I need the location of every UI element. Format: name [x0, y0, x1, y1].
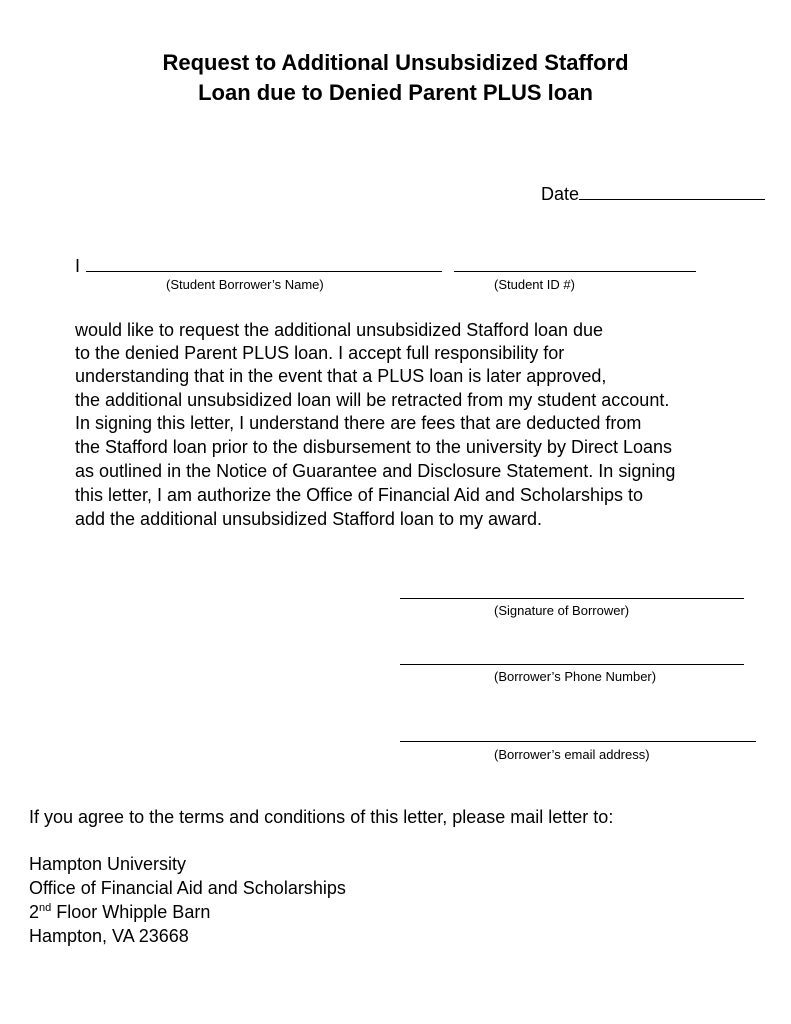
body-line-6: the Stafford loan prior to the disbursement to the university by Direct Loans — [75, 437, 672, 457]
phone-blank[interactable] — [400, 664, 744, 665]
address-line-1: Hampton University — [29, 854, 187, 874]
address-line-2: Office of Financial Aid and Scholarships — [29, 878, 346, 898]
date-field — [541, 182, 765, 206]
name-prefix: I — [75, 256, 81, 276]
body-line-5: In signing this letter, I understand there are fees that are deducted from — [75, 413, 642, 433]
date-blank[interactable] — [579, 182, 765, 200]
phone-caption: (Borrower’s Phone Number) — [494, 669, 657, 684]
body-line-3: understanding that in the event that a PLUS loan is later approved, — [75, 366, 607, 386]
floor-number: 2 — [29, 902, 40, 922]
email-caption: (Borrower’s email address) — [494, 747, 650, 762]
body-line-9: add the additional unsubsidized Stafford loan to my award. — [75, 509, 542, 529]
signature-blank[interactable] — [400, 598, 744, 599]
address-line-4: Hampton, VA 23668 — [29, 926, 189, 946]
body-line-2: to the denied Parent PLUS loan. I accept full responsibility for — [75, 343, 565, 363]
body-line-1: would like to request the additional unsubsidized Stafford loan due — [75, 320, 604, 340]
signature-caption: (Signature of Borrower) — [494, 603, 630, 618]
date-label: Date — [541, 184, 580, 204]
mail-instruction: If you agree to the terms and conditions of this letter, please mail letter to: — [29, 807, 614, 827]
floor-building: Floor Whipple Barn — [51, 902, 211, 922]
form-title-line-1: Request to Additional Unsubsidized Stafford — [162, 50, 629, 75]
body-line-4: the additional unsubsidized loan will be retracted from my student account. — [75, 390, 670, 410]
student-name-caption: (Student Borrower’s Name) — [166, 277, 324, 292]
student-id-blank[interactable] — [454, 271, 696, 272]
email-blank[interactable] — [400, 741, 756, 742]
body-line-7: as outlined in the Notice of Guarantee and Disclosure Statement. In signing — [75, 461, 676, 481]
student-name-blank[interactable] — [86, 271, 442, 272]
address-line-3 — [29, 901, 210, 924]
body-line-8: this letter, I am authorize the Office of Financial Aid and Scholarships to — [75, 485, 643, 505]
student-id-caption: (Student ID #) — [494, 277, 575, 292]
form-title-line-2: Loan due to Denied Parent PLUS loan — [198, 80, 593, 105]
floor-ordinal: nd — [39, 902, 52, 914]
